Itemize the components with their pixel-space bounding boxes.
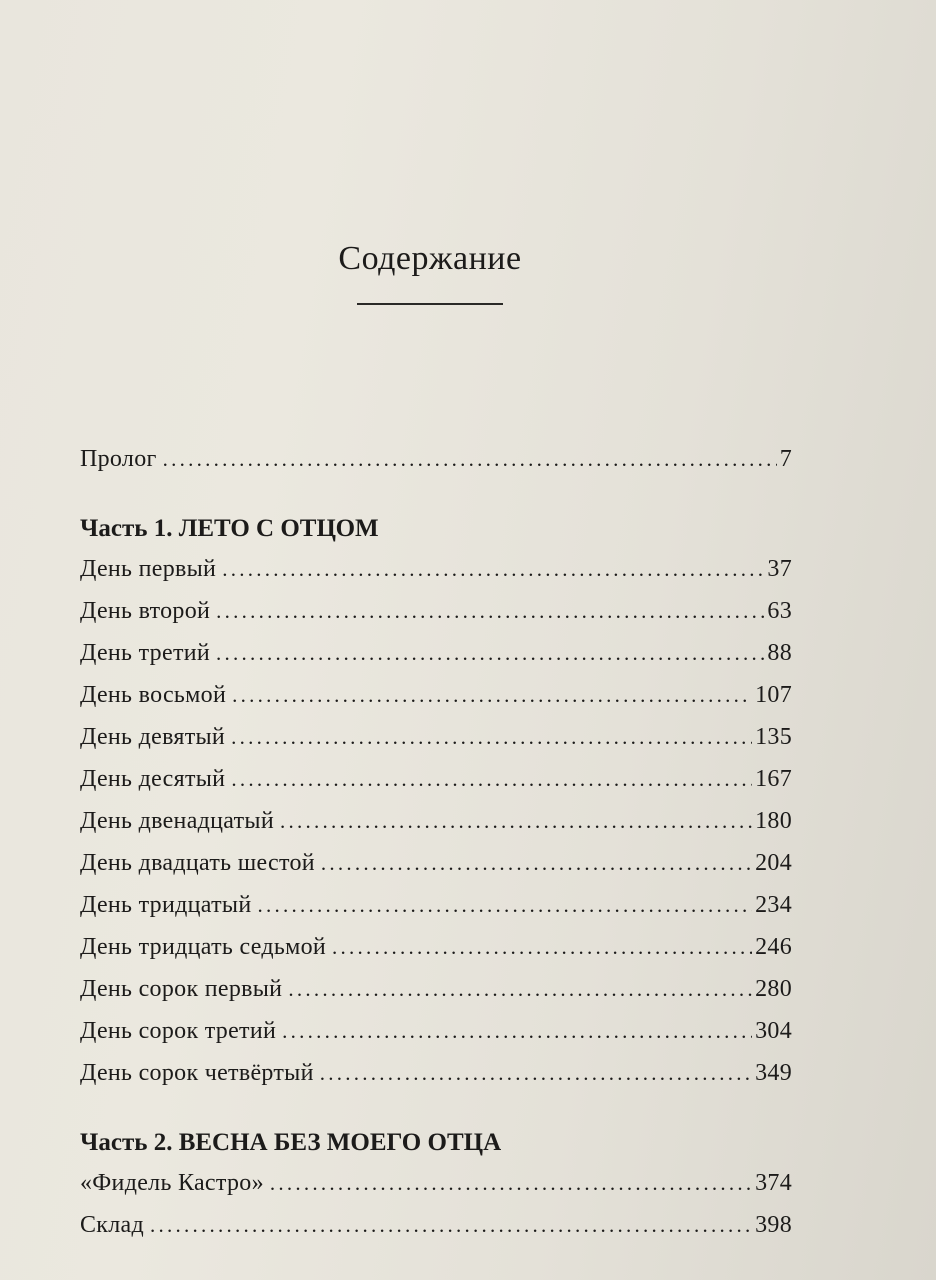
toc-entry-label: День третий	[80, 640, 211, 666]
toc-entry-page: 280	[755, 976, 792, 1002]
toc-entry	[80, 842, 792, 884]
dot-leader	[150, 1204, 752, 1246]
toc-entry-label: День двадцать шестой	[80, 850, 315, 876]
toc-entry-label: День второй	[80, 598, 211, 624]
toc-entry-label: День сорок третий	[80, 1018, 277, 1044]
toc-entry	[80, 1052, 792, 1094]
toc-entry-label: День девятый	[80, 724, 226, 750]
dot-leader	[163, 438, 777, 480]
dot-leader	[320, 1052, 752, 1094]
toc-entry-label: День десятый	[80, 766, 226, 792]
toc-entry-page: 204	[755, 850, 792, 876]
toc-entry-label: «Фидель Кастро»	[80, 1170, 264, 1196]
toc-entry-prolog	[80, 438, 792, 480]
dot-leader	[280, 800, 752, 842]
part-heading: Часть 2. ВЕСНА БЕЗ МОЕГО ОТЦА	[80, 1129, 502, 1156]
title-underline	[357, 303, 503, 305]
toc-entry-page: 63	[767, 598, 792, 624]
toc-entry-page: 135	[755, 724, 792, 750]
toc-entry-page: 167	[755, 766, 792, 792]
toc-entry-label: Склад	[80, 1212, 145, 1238]
toc-entry-page: 304	[755, 1018, 792, 1044]
toc-entry-page: 374	[755, 1170, 792, 1196]
dot-leader	[257, 884, 752, 926]
dot-leader	[231, 716, 752, 758]
dot-leader	[321, 842, 752, 884]
toc-entry-page: 107	[755, 682, 792, 708]
toc-entry-label: День сорок четвёртый	[80, 1060, 314, 1086]
toc-entry-label: День сорок первый	[80, 976, 283, 1002]
toc-entry	[80, 632, 792, 674]
toc-entry	[80, 674, 792, 716]
toc-entry-page: 234	[755, 892, 792, 918]
toc-parts	[80, 510, 792, 1246]
dot-leader	[232, 674, 752, 716]
toc-entry	[80, 926, 792, 968]
toc-part-2	[80, 1124, 792, 1246]
dot-leader	[288, 968, 752, 1010]
toc-entry-page: 398	[755, 1212, 792, 1238]
toc-entry-page: 349	[755, 1060, 792, 1086]
toc-entry	[80, 758, 792, 800]
page-title: Содержание	[338, 240, 522, 277]
dot-leader	[332, 926, 752, 968]
toc-entry-page: 88	[767, 640, 792, 666]
toc-entry-page: 7	[779, 446, 792, 472]
toc-entry	[80, 800, 792, 842]
toc-entry	[80, 884, 792, 926]
toc-entry	[80, 548, 792, 590]
toc-entry-label: День первый	[80, 556, 217, 582]
toc-entry-page: 180	[755, 808, 792, 834]
toc-entry	[80, 1204, 792, 1246]
dot-leader	[282, 1010, 752, 1052]
toc-entry-label: День тридцать седьмой	[80, 934, 327, 960]
part-heading: Часть 1. ЛЕТО С ОТЦОМ	[80, 515, 379, 542]
toc-entry	[80, 716, 792, 758]
toc-part-1	[80, 510, 792, 1094]
toc-entry-label: День тридцатый	[80, 892, 252, 918]
toc-entry	[80, 1162, 792, 1204]
dot-leader	[216, 632, 764, 674]
table-of-contents	[80, 438, 792, 1246]
dot-leader	[270, 1162, 752, 1204]
dot-leader	[216, 590, 764, 632]
dot-leader	[222, 548, 764, 590]
toc-entry	[80, 590, 792, 632]
toc-entry-page: 246	[755, 934, 792, 960]
toc-entry-label: День двенадцатый	[80, 808, 274, 834]
toc-entry	[80, 1010, 792, 1052]
toc-entry-page: 37	[767, 556, 792, 582]
toc-entry-label: Пролог	[80, 446, 157, 472]
dot-leader	[231, 758, 752, 800]
toc-entry-label: День восьмой	[80, 682, 227, 708]
toc-entry	[80, 968, 792, 1010]
